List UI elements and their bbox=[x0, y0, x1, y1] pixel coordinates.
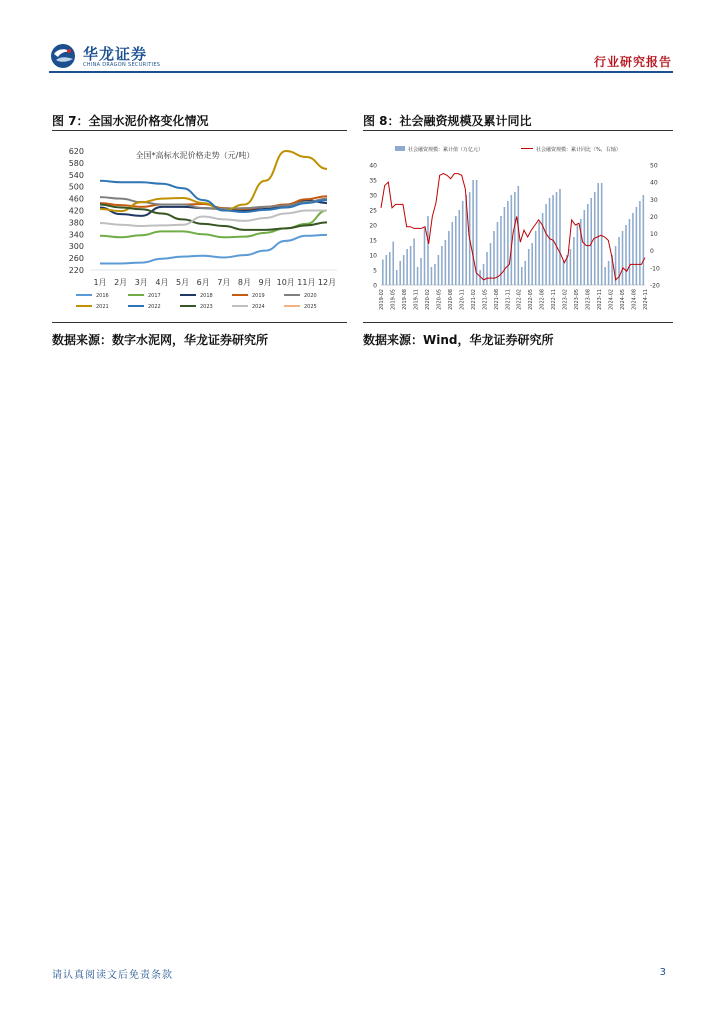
chart7-series-2024 bbox=[100, 211, 327, 226]
brand-logo bbox=[49, 42, 159, 72]
brand-name: 华龙证券 bbox=[83, 45, 148, 63]
chart7-ytick: 340 bbox=[68, 230, 84, 240]
page-header bbox=[0, 0, 724, 76]
chart7-ytick: 540 bbox=[68, 170, 84, 180]
chart7-legend-item bbox=[232, 293, 265, 299]
chart8-ytick-right: -20 bbox=[650, 282, 660, 290]
chart7-ytick: 500 bbox=[68, 182, 84, 192]
chart8-bar bbox=[563, 261, 565, 285]
chart8-bar bbox=[493, 231, 495, 285]
chart8-xtick: 2024-02 bbox=[608, 289, 615, 310]
chart8-xtick: 2020-05 bbox=[436, 289, 443, 310]
chart8-bar bbox=[531, 243, 533, 285]
chart8-xtick: 2020-02 bbox=[424, 289, 431, 310]
chart7-xtick: 8月 bbox=[237, 278, 252, 287]
chart8-bar bbox=[497, 222, 499, 285]
chart8-ytick-left: 10 bbox=[369, 252, 377, 260]
chart8-bar bbox=[629, 219, 631, 285]
chart7-legend-label: 2018 bbox=[200, 293, 213, 299]
chart7-ytick: 460 bbox=[68, 194, 84, 204]
chart8-bar bbox=[410, 246, 412, 285]
chart8-xtick: 2021-08 bbox=[493, 289, 500, 310]
chart8-bar bbox=[538, 222, 540, 285]
chart8-bar bbox=[601, 183, 603, 285]
chart8-legend bbox=[395, 146, 621, 153]
chart8-xtick: 2023-02 bbox=[562, 289, 569, 310]
figure-7-title: 图 7：全国水泥价格变化情况 bbox=[52, 114, 209, 128]
chart8-bar bbox=[389, 252, 391, 285]
chart8-xtick: 2020-11 bbox=[459, 289, 466, 310]
chart8-bar bbox=[431, 267, 433, 285]
chart8-ytick-left: 20 bbox=[369, 222, 377, 230]
chart8-bar bbox=[483, 264, 485, 285]
chart8-bar bbox=[490, 243, 492, 285]
chart8-xtick: 2024-05 bbox=[620, 289, 627, 310]
chart8-xtick: 2022-08 bbox=[539, 289, 546, 310]
chart7-xtick: 11月 bbox=[297, 278, 316, 287]
chart8-bar bbox=[413, 239, 415, 286]
chart8-ytick-right: -10 bbox=[650, 265, 660, 273]
chart7-xtick: 1月 bbox=[93, 278, 107, 287]
chart7-xtick: 12月 bbox=[317, 278, 337, 287]
chart8-bar bbox=[549, 198, 551, 285]
chart8-bar bbox=[604, 267, 606, 285]
chart7-xtick: 6月 bbox=[196, 278, 210, 287]
chart8-bar bbox=[643, 195, 645, 285]
chart7-legend-label: 2024 bbox=[252, 304, 265, 310]
chart8-xtick: 2023-05 bbox=[574, 289, 581, 310]
chart8-xtick: 2023-08 bbox=[585, 289, 592, 310]
chart8-xtick: 2020-08 bbox=[447, 289, 454, 310]
chart7-legend-label: 2022 bbox=[148, 304, 161, 310]
chart8-bar bbox=[386, 255, 388, 285]
chart8-bar bbox=[472, 180, 474, 285]
chart7-legend-label: 2020 bbox=[304, 293, 317, 299]
chart8-ytick-left: 40 bbox=[369, 162, 377, 170]
chart8-bar bbox=[528, 249, 530, 285]
chart7-xtick: 4月 bbox=[155, 278, 169, 287]
figure-7-top-rule bbox=[52, 130, 347, 131]
chart8-xtick: 2021-05 bbox=[482, 289, 489, 310]
chart8-legend-swatch-bar bbox=[395, 146, 405, 151]
chart8-bar bbox=[559, 189, 561, 285]
chart8-bar bbox=[382, 260, 384, 286]
chart8-bar bbox=[573, 237, 575, 285]
chart7-xtick: 3月 bbox=[134, 278, 148, 287]
chart8-ytick-right: 30 bbox=[650, 196, 658, 204]
chart8-bar bbox=[587, 204, 589, 285]
chart8-xtick: 2024-08 bbox=[631, 289, 638, 310]
chart7-legend-item bbox=[76, 304, 109, 310]
chart8-bar bbox=[486, 252, 488, 285]
chart8-xtick: 2024-11 bbox=[643, 289, 649, 310]
chart8-bar bbox=[545, 204, 547, 285]
chart7-legend-item bbox=[128, 304, 161, 310]
chart8-bar bbox=[458, 210, 460, 285]
chart8-bar bbox=[427, 216, 429, 285]
chart7-legend-label: 2025 bbox=[304, 304, 317, 310]
chart8-xtick: 2019-11 bbox=[413, 289, 420, 310]
chart8-bar bbox=[636, 207, 638, 285]
chart7-series-2016 bbox=[100, 235, 327, 264]
chart8-bar bbox=[597, 183, 599, 285]
chart8-xtick: 2023-11 bbox=[597, 289, 604, 310]
chart8-ytick-right: 50 bbox=[650, 162, 658, 170]
chart7-ytick: 620 bbox=[68, 147, 84, 156]
chart7-legend-label: 2023 bbox=[200, 304, 213, 310]
chart7-ytick: 300 bbox=[68, 242, 84, 252]
chart7-legend-item bbox=[180, 304, 213, 310]
chart8-ytick-left: 0 bbox=[373, 282, 377, 290]
figure-8-title: 图 8：社会融资规模及累计同比 bbox=[363, 114, 532, 128]
chart7-ytick: 260 bbox=[68, 254, 84, 264]
chart8-xtick: 2019-02 bbox=[379, 289, 385, 310]
chart8-bar bbox=[448, 231, 450, 285]
chart8-bar bbox=[406, 249, 408, 285]
chart7-legend-item bbox=[284, 304, 317, 310]
chart7-legend-label: 2016 bbox=[96, 293, 109, 299]
chart8-bar bbox=[396, 270, 398, 285]
chart8-xtick: 2019-05 bbox=[390, 289, 397, 310]
chart8-bar bbox=[524, 261, 526, 285]
header-divider bbox=[49, 71, 673, 73]
social-financing-chart bbox=[363, 133, 673, 320]
disclaimer-note: 请认真阅读文后免责条款 bbox=[52, 970, 173, 981]
chart8-bar bbox=[584, 210, 586, 285]
chart7-ytick: 420 bbox=[68, 206, 84, 216]
chart8-xtick: 2022-02 bbox=[516, 289, 523, 310]
figure-8-source: 数据来源：Wind，华龙证券研究所 bbox=[363, 333, 554, 347]
figure-7-source: 数据来源：数字水泥网，华龙证券研究所 bbox=[52, 333, 269, 347]
chart8-ytick-left: 5 bbox=[373, 267, 377, 275]
chart8-xtick: 2022-11 bbox=[551, 289, 558, 310]
chart7-legend-label: 2017 bbox=[148, 293, 161, 299]
chart8-ytick-left: 15 bbox=[369, 237, 377, 245]
chart8-bar bbox=[521, 267, 523, 285]
chart7-legend-item bbox=[180, 293, 213, 299]
chart8-bar bbox=[445, 240, 447, 285]
chart7-legend-label: 2021 bbox=[96, 304, 109, 310]
dragon-logo-icon bbox=[49, 42, 79, 70]
chart7-title: 全国*高标水泥价格走势（元/吨） bbox=[135, 151, 255, 160]
chart8-bar bbox=[452, 222, 454, 285]
chart7-xtick: 9月 bbox=[258, 278, 272, 287]
chart8-ytick-left: 30 bbox=[369, 192, 377, 200]
chart8-bar bbox=[455, 216, 457, 285]
chart7-ytick: 380 bbox=[68, 218, 84, 228]
page-number: 3 bbox=[659, 967, 666, 978]
figure-8-bottom-rule bbox=[363, 322, 673, 323]
chart8-bar bbox=[507, 201, 509, 285]
brand-subtitle: CHINA DRAGON SECURITIES bbox=[83, 62, 161, 68]
chart7-legend-item bbox=[284, 293, 317, 299]
chart8-bar bbox=[577, 225, 579, 285]
chart8-bar bbox=[556, 192, 558, 285]
chart8-bar bbox=[518, 186, 520, 285]
chart8-xtick: 2022-05 bbox=[528, 289, 535, 310]
chart8-bar bbox=[399, 261, 401, 285]
chart8-bar bbox=[441, 246, 443, 285]
chart8-xtick: 2021-02 bbox=[470, 289, 477, 310]
chart8-bar bbox=[570, 249, 572, 285]
cement-price-chart bbox=[52, 133, 347, 320]
chart8-xtick: 2019-08 bbox=[401, 289, 408, 310]
chart8-bar bbox=[420, 258, 422, 285]
chart8-bar bbox=[417, 267, 419, 285]
chart8-bar bbox=[535, 231, 537, 285]
chart7-ytick: 580 bbox=[68, 158, 84, 168]
chart8-bar bbox=[608, 261, 610, 285]
figure-8-top-rule bbox=[363, 130, 673, 131]
chart8-ytick-right: 20 bbox=[650, 213, 658, 221]
chart8-xtick: 2021-11 bbox=[505, 289, 512, 310]
chart8-bar bbox=[424, 228, 426, 285]
chart8-legend-label-bar: 社会融资规模：累计值（万亿元） bbox=[408, 147, 484, 153]
report-type-label: 行业研究报告 bbox=[593, 55, 672, 69]
chart7-xtick: 10月 bbox=[276, 278, 295, 287]
chart7-legend-item bbox=[76, 293, 109, 299]
chart7-xtick: 2月 bbox=[114, 278, 128, 287]
chart8-ytick-right: 40 bbox=[650, 179, 658, 187]
chart8-bar bbox=[514, 192, 516, 285]
chart8-bar bbox=[438, 255, 440, 285]
chart8-bar bbox=[504, 207, 506, 285]
chart7-ytick: 220 bbox=[68, 266, 84, 275]
chart8-ytick-left: 25 bbox=[369, 207, 377, 215]
chart8-bar bbox=[403, 255, 405, 285]
figure-7-bottom-rule bbox=[52, 322, 347, 323]
chart7-legend-item bbox=[232, 304, 265, 310]
chart8-bar bbox=[434, 264, 436, 285]
chart8-legend-label-line: 社会融资规模：累计同比（%，右轴） bbox=[536, 147, 621, 153]
chart7-xtick: 7月 bbox=[217, 278, 231, 287]
chart8-ytick-left: 35 bbox=[369, 177, 377, 185]
chart8-bar bbox=[639, 201, 641, 285]
chart8-bar bbox=[632, 213, 634, 285]
chart7-xtick: 5月 bbox=[175, 278, 190, 287]
chart8-bar bbox=[462, 201, 464, 285]
chart8-bar bbox=[622, 231, 624, 285]
chart7-legend-item bbox=[128, 293, 161, 299]
chart8-ytick-right: 0 bbox=[650, 248, 654, 256]
chart8-bar bbox=[392, 242, 394, 286]
chart7-legend-label: 2019 bbox=[252, 293, 265, 299]
chart8-bar bbox=[625, 225, 627, 285]
chart8-ytick-right: 10 bbox=[650, 231, 658, 239]
